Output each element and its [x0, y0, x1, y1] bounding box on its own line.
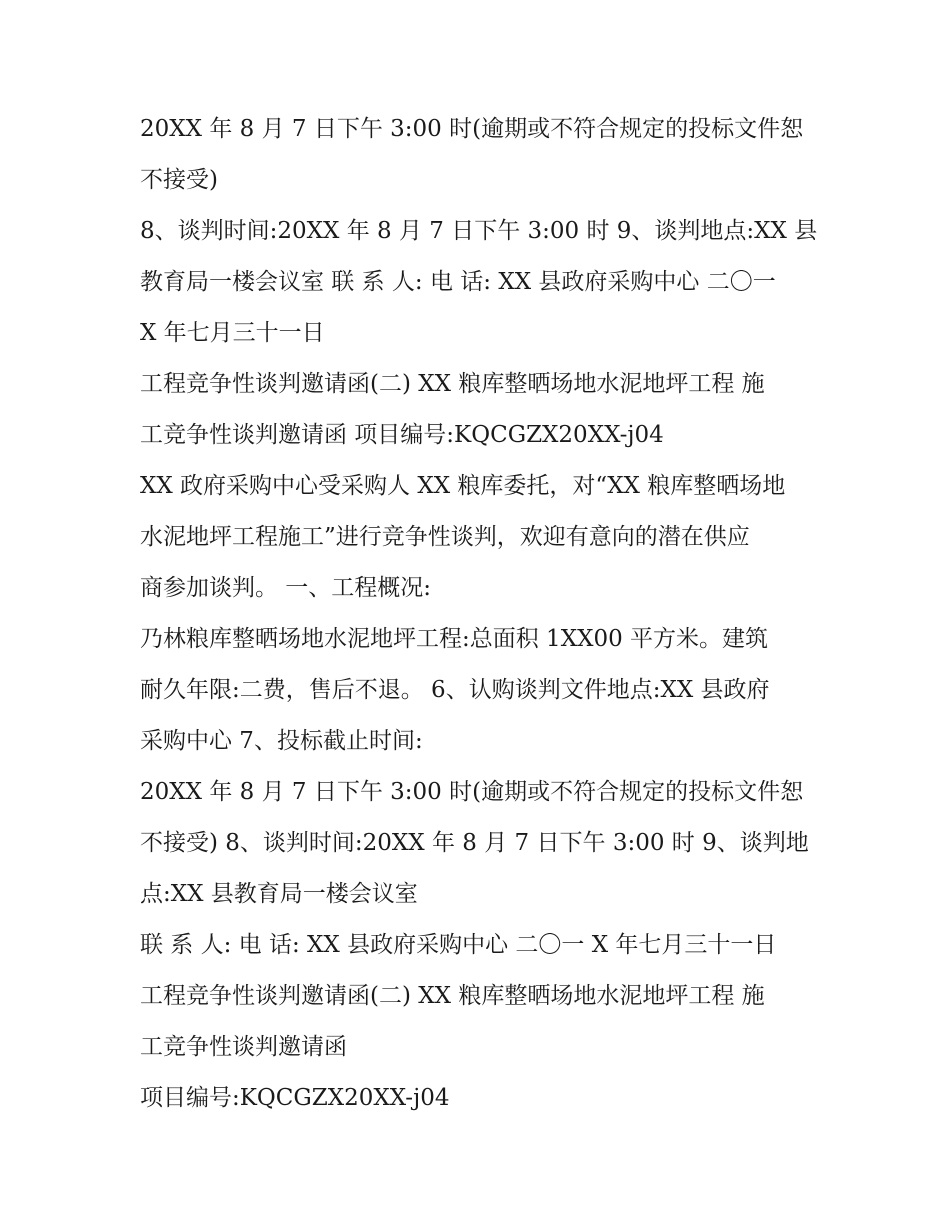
text-line: 工竞争性谈判邀请函 项目编号:KQCGZX20XX-j04	[140, 422, 664, 448]
text-line: 水泥地坪工程施工”进行竞争性谈判，欢迎有意向的潜在供应	[140, 524, 750, 550]
text-line: 联 系 人: 电 话: XX 县政府采购中心 二〇一 X 年七月三十一日	[140, 932, 777, 958]
text-line: 工程竞争性谈判邀请函(二) XX 粮库整晒场地水泥地坪工程 施	[140, 983, 765, 1009]
text-line: XX 政府采购中心受采购人 XX 粮库委托，对“XX 粮库整晒场地	[140, 473, 786, 499]
text-line: X 年七月三十一日	[140, 320, 325, 346]
text-line: 20XX 年 8 月 7 日下午 3:00 时(逾期或不符合规定的投标文件恕	[140, 779, 804, 805]
text-line: 工程竞争性谈判邀请函(二) XX 粮库整晒场地水泥地坪工程 施	[140, 371, 765, 397]
text-line: 采购中心 7、投标截止时间:	[140, 728, 423, 754]
text-line: 耐久年限:二费，售后不退。 6、认购谈判文件地点:XX 县政府	[140, 677, 770, 703]
text-line: 乃林粮库整晒场地水泥地坪工程:总面积 1XX00 平方米。建筑	[140, 626, 769, 652]
text-line: 不接受)	[140, 167, 218, 193]
text-line: 点:XX 县教育局一楼会议室	[140, 881, 418, 907]
text-line: 项目编号:KQCGZX20XX-j04	[140, 1085, 450, 1111]
text-line: 商参加谈判。 一、工程概况:	[140, 575, 432, 601]
document-body	[140, 104, 820, 1124]
text-line: 工竞争性谈判邀请函	[140, 1034, 347, 1060]
text-line: 20XX 年 8 月 7 日下午 3:00 时(逾期或不符合规定的投标文件恕	[140, 116, 804, 142]
text-line: 教育局一楼会议室 联 系 人: 电 话: XX 县政府采购中心 二〇一	[140, 269, 776, 295]
text-line: 8、谈判时间:20XX 年 8 月 7 日下午 3:00 时 9、谈判地点:XX 县	[140, 218, 818, 244]
text-line: 不接受) 8、谈判时间:20XX 年 8 月 7 日下午 3:00 时 9、谈判地	[140, 830, 809, 856]
